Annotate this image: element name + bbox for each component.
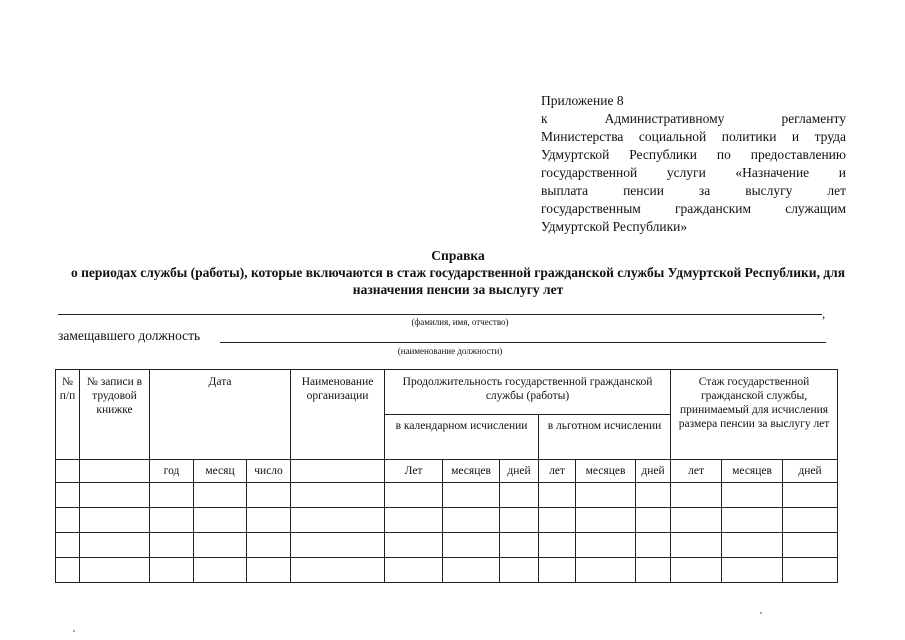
name-caption: (фамилия, имя, отчество)	[411, 317, 509, 327]
subheader-st-years: лет	[671, 460, 722, 483]
appendix-line: государственным гражданским служащим	[541, 201, 846, 216]
header-record: № записи в трудовой книжке	[80, 370, 150, 460]
subheader-month: месяц	[194, 460, 247, 483]
header-stazh: Стаж государственной гражданской службы, принимаемый для исчисления размера пенсии за выслугу лет	[671, 370, 838, 460]
scan-speck	[73, 630, 75, 632]
table-row	[56, 558, 838, 583]
subheader-year: год	[150, 460, 194, 483]
appendix-line: Удмуртской Республики»	[541, 219, 688, 234]
subheader-cal-years: Лет	[385, 460, 443, 483]
table-row	[56, 483, 838, 508]
appendix-line: выплата пенсии за выслугу лет	[541, 183, 846, 198]
appendix-line: Министерства социальной политики и труда	[541, 129, 846, 144]
header-preferential: в льготном исчислении	[539, 415, 671, 460]
subheader-st-months: месяцев	[722, 460, 783, 483]
name-comma: ,	[822, 306, 826, 321]
document-title	[60, 247, 856, 298]
header-duration: Продолжительность государственной гражданской службы (работы)	[385, 370, 671, 415]
subheader-cal-days: дней	[500, 460, 539, 483]
subheader-pref-days: дней	[636, 460, 671, 483]
subheader-st-days: дней	[783, 460, 838, 483]
title-subtitle: о периодах службы (работы), которые включаются в стаж государственной гражданской службы Удмуртской Республики, для назначения пенсии за выслугу лет	[70, 265, 846, 297]
appendix-block	[541, 92, 846, 236]
header-num: № п/п	[56, 370, 80, 460]
subheader-empty	[291, 460, 385, 483]
subheader-empty	[80, 460, 150, 483]
scan-speck	[760, 612, 762, 614]
header-org: Наименование организации	[291, 370, 385, 460]
appendix-line: Удмуртской Республики по предоставлению	[541, 147, 846, 162]
header-calendar: в календарном исчислении	[385, 415, 539, 460]
subheader-cal-months: месяцев	[443, 460, 500, 483]
appendix-heading: Приложение 8	[541, 93, 624, 108]
table-row	[56, 533, 838, 558]
subheader-pref-months: месяцев	[576, 460, 636, 483]
post-label: замещавшего должность	[58, 328, 201, 343]
title-word: Справка	[431, 248, 485, 263]
post-fill-line	[220, 342, 826, 343]
header-date: Дата	[150, 370, 291, 460]
table-row	[56, 508, 838, 533]
subheader-pref-years: лет	[539, 460, 576, 483]
appendix-line: государственной услуги «Назначение и	[541, 165, 846, 180]
subheader-empty	[56, 460, 80, 483]
subheader-day: число	[247, 460, 291, 483]
periods-table	[55, 369, 838, 583]
post-caption: (наименование должности)	[397, 346, 503, 356]
name-fill-line	[58, 314, 822, 315]
appendix-line: к Административному регламенту	[541, 111, 846, 126]
